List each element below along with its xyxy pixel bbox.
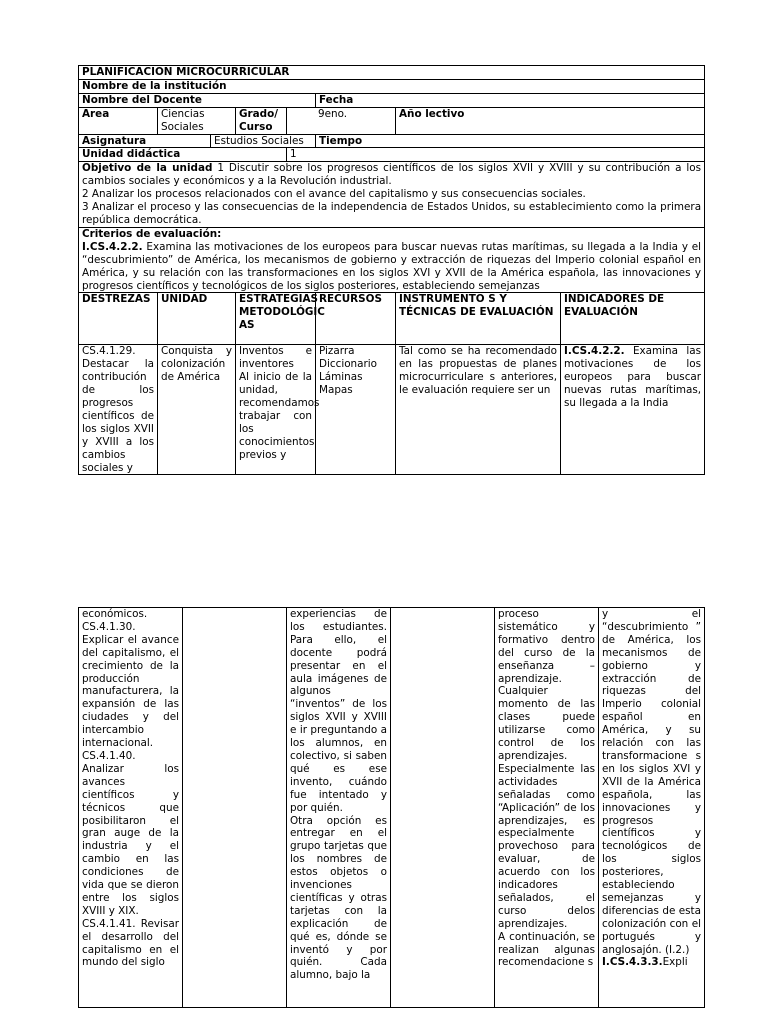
objective-label: Objetivo de la unidad — [82, 162, 213, 175]
recursos-cell-continued — [391, 608, 495, 1008]
grade-label: Grado/ Curso — [236, 107, 287, 134]
objective-line-3: 3 Analizar el proceso y las consecuencias de la independencia de Estados Unidos, su establecimiento como la primera república democrática. — [82, 201, 702, 226]
column-header-destrezas: DESTREZAS — [79, 293, 158, 345]
unidad-cell: Conquista y colonización de América — [158, 345, 236, 475]
indicadores-cell — [561, 345, 705, 475]
subject-value: Estudios Sociales — [211, 134, 316, 148]
column-header-indicadores: INDICADORES DE EVALUACIÓN — [561, 293, 705, 345]
teacher-label: Nombre del Docente — [79, 93, 316, 107]
objective-line-2: 2 Analizar los procesos relacionados con el avance del capitalismo y sus consecuencias sociales. — [82, 188, 586, 201]
unidad-cell-continued — [183, 608, 287, 1008]
indicadores-cell-continued — [599, 608, 705, 1008]
indicator-text-2: Expli — [662, 956, 688, 969]
institution-label: Nombre de la institución — [79, 79, 705, 93]
objective-line-1: 1 Discutir sobre los progresos científicos de los siglos XVII y XVIII y su contribución a los cambios sociales y económicos y a la Revolución industrial. — [82, 162, 702, 188]
indicator-code-2: I.CS.4.3.3. — [602, 956, 663, 969]
school-year-label: Año lectivo — [396, 107, 705, 134]
destrezas-cell: CS.4.1.29. Destacar la contribución de los progresos científicos de los siglos XVII y XVIII a los cambios sociales y — [79, 345, 158, 475]
date-label: Fecha — [316, 93, 705, 107]
subject-label: Asignatura — [79, 134, 211, 148]
criteria-text: Examina las motivaciones de los europeos para buscar nuevas rutas marítimas, su llegada a la India y el “descubrimiento” de América, los mecanismos de gobierno y extracción de riquezas del Imperio colonial español en América, y su relación con las transformaciones en los siglos XVI y XVII de la América española, las innovaciones y progresos científicos y tecnológicos de los siglos posteriores, estableciendo semejanzas — [82, 240, 702, 292]
planning-table-top — [78, 65, 705, 475]
grade-value: 9eno. — [287, 107, 396, 134]
indicator-text-continued: y el “descubrimiento ” de América, los mecanismos de gobierno y extracción de riquezas del Imperio colonial español en América, y su relación con las transformacione s en los siglos XVI y XVII de la América española, las innovaciones y progresos científicos y tecnológicos de los siglos posteriores, estableciendo semejanzas y diferencias de esta colonización con el portugués y anglosajón. (I.2.) — [602, 608, 701, 956]
estrategias-cell-continued: experiencias de los estudiantes. Para ello, el docente podrá presentar en el aula imágenes de algunos “inventos” de los siglos XVII y XVIII e ir preguntando a los alumnos, en colectivo, si saben qué es ese invento, cuándo fue intentado y por quién. Otra opción es entregar en el grupo tarjetas que los nombres de estos objetos o invenciones científicas y otras tarjetas con la explicación de qué es, dónde se inventó y por quién. Cada alumno, bajo la — [287, 608, 391, 1008]
time-label: Tiempo — [316, 134, 705, 148]
criteria-label: Criterios de evaluación: — [82, 227, 222, 240]
column-header-unidad: UNIDAD — [158, 293, 236, 345]
document-title: PLANIFICACION MICROCURRICULAR — [79, 66, 705, 80]
planning-table-continued — [78, 607, 705, 1008]
criteria-code: I.CS.4.2.2. — [82, 240, 143, 253]
unit-label: Unidad didáctica — [79, 148, 287, 162]
unit-objective — [79, 162, 705, 228]
indicator-code: I.CS.4.2.2. — [564, 345, 625, 358]
column-header-recursos: RECURSOS — [316, 293, 396, 345]
evaluation-criteria — [79, 227, 705, 293]
column-header-instrumentos: INSTRUMENTO S Y TÉCNICAS DE EVALUACIÓN — [396, 293, 561, 345]
recursos-cell: Pizarra Diccionario Láminas Mapas — [316, 345, 396, 475]
column-header-estrategias: ESTRATEGIAS METODOLÓGIC AS — [236, 293, 316, 345]
destrezas-cell-continued: económicos. CS.4.1.30. Explicar el avance del capitalismo, el crecimiento de la producción manufacturera, la expansión de las ciudades y del intercambio internacional. CS.4.1.40. Analizar los avances científicos y técnicos que posibilitaron el gran auge de la industria y el cambio en las condiciones de vida que se dieron entre los siglos XVIII y XIX. CS.4.1.41. Revisar el desarrollo del capitalismo en el mundo del siglo — [79, 608, 183, 1008]
instrumentos-cell: Tal como se ha recomendado en las propuestas de planes microcurriculare s anteriores, le evaluación requiere ser un — [396, 345, 561, 475]
indicator-text: Examina las motivaciones de los europeos para buscar nuevas rutas marítimas, su llegada a la India — [564, 345, 702, 410]
unit-value: 1 — [287, 148, 705, 162]
area-value: Ciencias Sociales — [158, 107, 236, 134]
area-label: Area — [79, 107, 158, 134]
estrategias-cell: Inventos e inventores Al inicio de la unidad, recomendamos trabajar con los conocimientos previos y — [236, 345, 316, 475]
instrumentos-cell-continued: proceso sistemático y formativo dentro del curso de la enseñanza – aprendizaje. Cualquier momento de las clases puede utilizarse como control de los aprendizajes. Especialmente las actividades señaladas como “Aplicación” de los aprendizajes, es especialmente provechoso para evaluar, de acuerdo con los indicadores señalados, el curso delos aprendizajes. A continuación, se realizan algunas recomendacione s — [495, 608, 599, 1008]
